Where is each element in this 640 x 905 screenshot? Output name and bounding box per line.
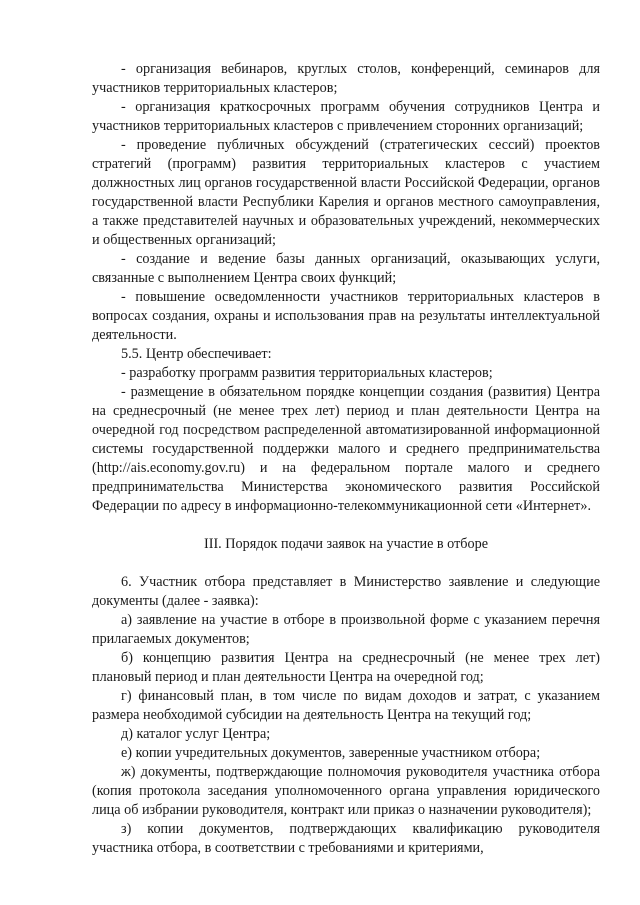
list-after-heading [92,573,600,858]
paragraph: а) заявление на участие в отборе в произвольной форме с указанием перечня прилагаемых документов; [92,612,600,647]
paragraph: - разработку программ развития территориальных кластеров; [121,365,493,381]
paragraph: - организация краткосрочных программ обучения сотрудников Центра и участников территориальных кластеров с привлечением сторонних организаций; [92,99,600,134]
paragraph: - создание и ведение базы данных организаций, оказывающих услуги, связанные с выполнением Центра своих функций; [92,251,600,286]
paragraph: д) каталог услуг Центра; [121,726,271,742]
list-before-heading [92,60,600,516]
paragraph: з) копии документов, подтверждающих квалификацию руководителя участника отбора, в соответствии с требованиями и критериями, [92,821,600,856]
paragraph: - проведение публичных обсуждений (стратегических сессий) проектов стратегий (программ) развития территориальных кластеров с участием должностных лиц органов государственной власти Российской Федерации, органов государственной власти Республики Карелия и органов местного самоуправления, а также представителей научных и образовательных учреждений, некоммерческих и общественных организаций; [92,137,600,248]
paragraph: - размещение в обязательном порядке концепции создания (развития) Центра на среднесрочный (не менее трех лет) период и план деятельности Центра на очередной год посредством распределенной автоматизированной информационной системы государственной поддержки малого и среднего предпринимательства (http://ais.economy.gov.ru) и на федеральном портале малого и среднего предпринимательства Министерства экономического развития Российской Федерации по адресу в информационно-телекоммуникационной сети «Интернет». [92,384,600,514]
paragraph: г) финансовый план, в том числе по видам доходов и затрат, с указанием размера необходимой субсидии на деятельность Центра на текущий год; [92,688,600,723]
paragraph: 6. Участник отбора представляет в Министерство заявление и следующие документы (далее - заявка): [92,574,600,609]
clause-heading: 5.5. Центр обеспечивает: [121,346,272,362]
paragraph: - организация вебинаров, круглых столов, конференций, семинаров для участников территориальных кластеров; [92,61,600,96]
paragraph: ж) документы, подтверждающие полномочия руководителя участника отбора (копия протокола заседания уполномоченного органа управления юридического лица об избрании руководителя, контракт или приказ о назначении руководителя); [92,764,600,818]
paragraph: б) концепцию развития Центра на среднесрочный (не менее трех лет) плановый период и план деятельности Центра на очередной год; [92,650,600,685]
section-heading: III. Порядок подачи заявок на участие в отборе [204,536,488,552]
paragraph: е) копии учредительных документов, заверенные участником отбора; [121,745,541,761]
paragraph: - повышение осведомленности участников территориальных кластеров в вопросах создания, охраны и использования прав на результаты интеллектуальной деятельности. [92,289,600,343]
